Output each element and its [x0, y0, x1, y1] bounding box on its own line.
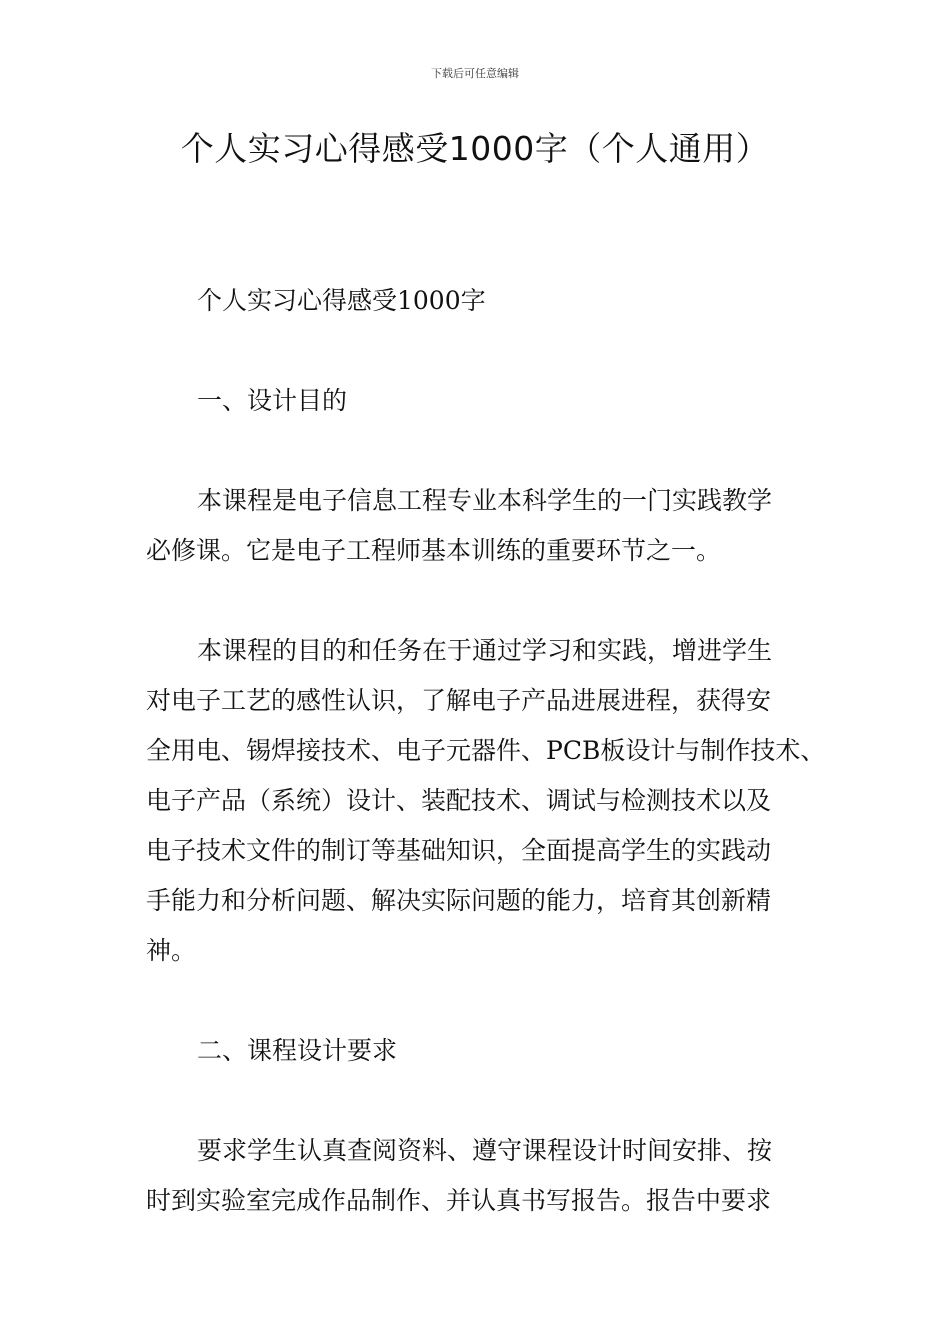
text-line: 全用电、锡焊接技术、电子元器件、PCB板设计与制作技术、	[146, 736, 826, 765]
text-line: 电子产品（系统）设计、装配技术、调试与检测技术以及	[146, 786, 772, 815]
section-heading-1	[146, 376, 816, 426]
section-heading-2	[146, 1026, 816, 1076]
text-line: 电子技术文件的制订等基础知识，全面提高学生的实践动	[146, 836, 772, 865]
paragraph-gap	[146, 326, 816, 376]
document-body	[146, 276, 826, 1226]
paragraph-heading-line	[146, 276, 816, 326]
text-line: 对电子工艺的感性认识，了解电子产品进展进程，获得安	[146, 686, 772, 715]
text-line: 时到实验室完成作品制作、并认真书写报告。报告中要求	[146, 1186, 772, 1215]
paragraph	[146, 476, 816, 576]
text-line: 一、设计目的	[197, 386, 348, 415]
paragraph-gap	[146, 976, 816, 1026]
text-line: 要求学生认真查阅资料、遵守课程设计时间安排、按	[197, 1136, 773, 1165]
header-note: 下载后可任意编辑	[431, 67, 519, 80]
text-line: 二、课程设计要求	[197, 1036, 398, 1065]
text-line: 手能力和分析问题、解决实际问题的能力，培育其创新精	[146, 886, 772, 915]
paragraph-gap	[146, 576, 816, 626]
paragraph	[146, 626, 826, 976]
text-line: 个人实习心得感受1000字	[197, 286, 486, 315]
text-line: 本课程是电子信息工程专业本科学生的一门实践教学	[197, 486, 773, 515]
text-line: 必修课。它是电子工程师基本训练的重要环节之一。	[146, 536, 722, 565]
paragraph-gap	[146, 1076, 816, 1126]
paragraph	[146, 1126, 816, 1226]
document-title: 个人实习心得感受1000字（个人通用）	[180, 129, 770, 168]
paragraph-gap	[146, 426, 816, 476]
text-line: 神。	[146, 936, 197, 965]
text-line: 本课程的目的和任务在于通过学习和实践，增进学生	[197, 636, 773, 665]
